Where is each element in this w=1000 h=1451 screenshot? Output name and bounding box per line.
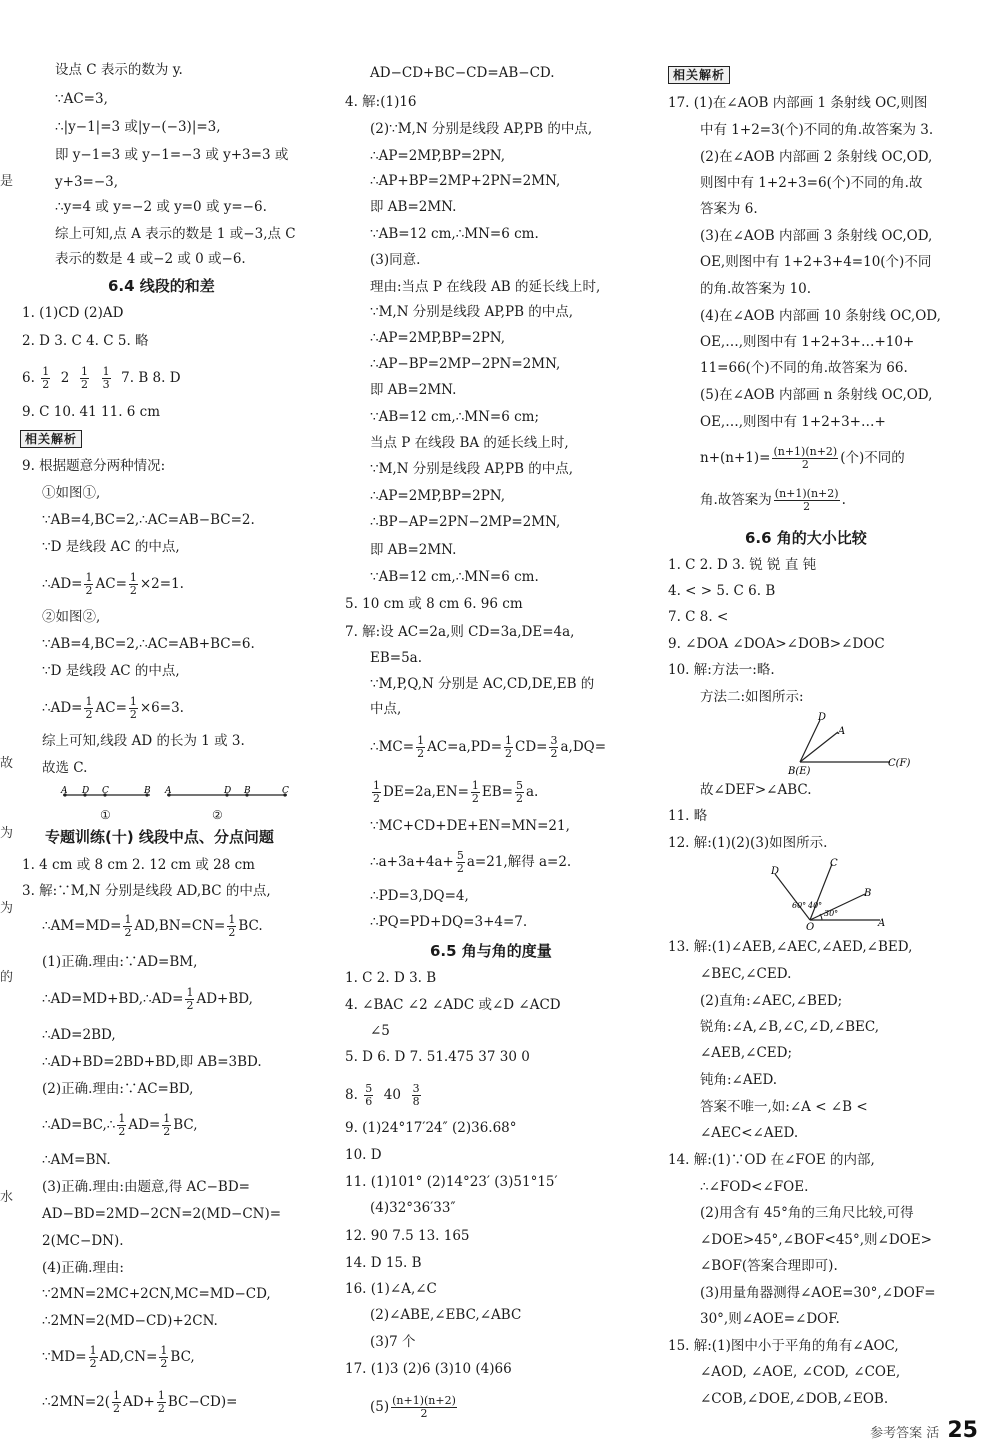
answer-line: 5. D 6. D 7. 51.475 37 30 0 [345, 1049, 530, 1065]
text-line: 故∠DEF>∠ABC. [700, 782, 812, 798]
figure-label: ① [100, 808, 111, 822]
answer-line: ∠5 [370, 1023, 390, 1039]
text-line: 即 AB=2MN. [370, 199, 457, 215]
text-line: 则图中有 1+2+3=6(个)不同的角.故 [700, 175, 923, 191]
text-line: 15. 解:(1)图中小于平角的角有∠AOC, [668, 1338, 899, 1354]
svg-text:30°: 30° [824, 909, 839, 918]
text-line: OE,…,则图中有 1+2+3+…+10+ [700, 334, 915, 350]
text-line: ∴AP+BP=2MP+2PN=2MN, [370, 173, 561, 189]
answer-line: 9. (1)24°17′24″ (2)36.68° [345, 1120, 517, 1136]
text-line: ∴AP=2MP,BP=2PN, [370, 148, 506, 164]
text-line: ∵MC+CD+DE+EN=MN=21, [370, 818, 570, 834]
answer-line: (5) $\frac{(n+1)(n+2)}{2}$ [370, 1394, 456, 1420]
answer-line: 11. (1)101° (2)14°23′ (3)51°15′ [345, 1174, 558, 1190]
svg-text:C: C [830, 858, 838, 869]
text-line: (3)同意. [370, 252, 421, 268]
svg-text:A: A [838, 726, 846, 737]
text-line: ∵AB=12 cm,∴MN=6 cm. [370, 226, 539, 242]
text-line: 当点 P 在线段 BA 的延长线上时, [370, 435, 569, 451]
text-line: 理由:当点 P 在线段 AB 的延长线上时, [370, 279, 601, 295]
figure-label: ② [212, 808, 223, 822]
svg-text:D: D [771, 866, 780, 877]
text-line: EB=5a. [370, 650, 423, 666]
text-line: ∴PQ=PD+DQ=3+4=7. [370, 914, 528, 930]
answer-line: (2)∠ABE,∠EBC,∠ABC [370, 1307, 522, 1323]
footer-prefix: 活 [926, 1426, 940, 1441]
text-line: 13. 解:(1)∠AEB,∠AEC,∠AED,∠BED, [668, 939, 913, 955]
angle-construction-figure [760, 858, 890, 930]
edge-char: 水 [0, 1190, 14, 1205]
text-line: 3. 解:∵M,N 分别是线段 AD,BC 的中点, [22, 883, 271, 899]
text-line: 14. 解:(1)∵OD 在∠FOE 的内部, [668, 1152, 875, 1168]
text-line: ∴AM=BN. [42, 1152, 111, 1168]
text-line: 方法二:如图所示: [700, 689, 804, 705]
text-line: (4)正确.理由: [42, 1260, 124, 1276]
edge-char: 的 [0, 970, 14, 985]
answer-line: 7. C 8. < [668, 609, 729, 625]
text-line: ∵MD= $\frac{1}{2}$ AD,CN= $\frac{1}{2}$ BC, [42, 1344, 195, 1370]
text-line: ∴AD=MD+BD,∴AD= $\frac{1}{2}$ AD+BD, [42, 986, 253, 1012]
text-line: ①如图①, [42, 485, 101, 501]
section-title: 6.4 线段的和差 [108, 277, 215, 295]
answer-line: (4)32°36′33″ [370, 1200, 456, 1216]
text-line: 中有 1+2=3(个)不同的角.故答案为 3. [700, 122, 934, 138]
text-line: ∵AB=4,BC=2,∴AC=AB+BC=6. [42, 636, 255, 652]
answer-line: 2. D 3. C 4. C 5. 略 [22, 333, 149, 349]
section-title: 6.6 角的大小比较 [745, 529, 867, 547]
text-line: 即 AB=2MN. [370, 382, 457, 398]
text-line: 即 AB=2MN. [370, 542, 457, 558]
text-line: AD−CD+BC−CD=AB−CD. [370, 65, 555, 81]
text-line: ∠DOE>45°,∠BOF<45°,则∠DOE> [700, 1232, 932, 1248]
text-line: OE,则图中有 1+2+3+4=10(个)不同 [700, 254, 932, 270]
svg-text:O: O [806, 922, 815, 930]
answer-line: 1. C 2. D 3. B [345, 970, 437, 986]
text-line: ∵M,N 分别是线段 AP,PB 的中点, [370, 461, 574, 477]
text-line: ∠AOD, ∠AOE, ∠COD, ∠COE, [700, 1364, 901, 1380]
text-line: (3)正确.理由:由题意,得 AC−BD= [42, 1179, 250, 1195]
edge-char: 是 [0, 174, 14, 189]
text-line: ∵2MN=2MC+2CN,MC=MD−CD, [42, 1286, 271, 1302]
answer-line: 12. 90 7.5 13. 165 [345, 1228, 470, 1244]
text-line: 9. 根据题意分两种情况: [22, 458, 166, 474]
answer-line: 4. ∠BAC ∠2 ∠ADC 或∠D ∠ACD [345, 997, 561, 1013]
svg-text:C: C [282, 786, 289, 796]
text-line: ②如图②, [42, 609, 101, 625]
edge-char: 故 [0, 756, 14, 771]
answer-line: (3)7 个 [370, 1334, 416, 1350]
text-line: (3)在∠AOB 内部画 3 条射线 OC,OD, [700, 228, 933, 244]
segment-figures [55, 785, 305, 821]
answer-line: 5. 10 cm 或 8 cm 6. 96 cm [345, 596, 523, 612]
svg-text:60°: 60° [792, 901, 807, 910]
text-line: 17. (1)在∠AOB 内部画 1 条射线 OC,则图 [668, 95, 928, 111]
page-footer [870, 1418, 978, 1443]
edge-char: 为 [0, 826, 14, 841]
text-line: (2)在∠AOB 内部画 2 条射线 OC,OD, [700, 149, 933, 165]
text-line: ∵AB=12 cm,∴MN=6 cm. [370, 569, 539, 585]
text-line: ∠AEB,∠CED; [700, 1045, 792, 1061]
text-line: (5)在∠AOB 内部画 n 条射线 OC,OD, [700, 387, 933, 403]
answer-line: 11. 略 [668, 808, 708, 824]
text-line: ∴AD=BC,∴ $\frac{1}{2}$ AD= $\frac{1}{2}$ BC, [42, 1112, 198, 1138]
text-line: ∴a+3a+4a+ $\frac{5}{2}$ a=21,解得 a=2. [370, 849, 572, 875]
page-number: 25 [947, 1418, 978, 1443]
text-line: ∴2MN=2(MD−CD)+2CN. [42, 1313, 218, 1329]
text-line: ∵AC=3, [55, 91, 108, 107]
svg-text:B: B [144, 786, 151, 796]
text-line: ∴AD=2BD, [42, 1027, 116, 1043]
text-line: ∴AD= $\frac{1}{2}$ AC= $\frac{1}{2}$ ×2=1. [42, 571, 184, 597]
text-line: ∴PD=3,DQ=4, [370, 888, 469, 904]
text-line: 答案不唯一,如:∠A < ∠B < [700, 1099, 868, 1115]
text-line: ∴AD+BD=2BD+BD,即 AB=3BD. [42, 1054, 262, 1070]
svg-text:B: B [244, 786, 251, 796]
text-line: (3)用量角器测得∠AOE=30°,∠DOF= [700, 1285, 936, 1301]
text-line: ∵AB=4,BC=2,∴AC=AB−BC=2. [42, 512, 255, 528]
text-line: ∠BEC,∠CED. [700, 966, 792, 982]
column-right [660, 0, 1000, 1451]
text-line: ∴∠FOD<∠FOE. [700, 1179, 809, 1195]
answer-line: 9. ∠DOA ∠DOA>∠DOB>∠DOC [668, 636, 885, 652]
text-line: 答案为 6. [700, 201, 758, 217]
text-line: y+3=−3, [55, 174, 119, 190]
text-line: ∴AP=2MP,BP=2PN, [370, 488, 506, 504]
answer-line: 4. < > 5. C 6. B [668, 583, 776, 599]
answer-line: 1. C 2. D 3. 锐 锐 直 钝 [668, 557, 817, 573]
text-line: $\frac{1}{2}$ DE=2a,EN= $\frac{1}{2}$ EB= $\frac{5}{2}$ a. [373, 779, 539, 805]
text-line: ∵D 是线段 AC 的中点, [42, 539, 180, 555]
answer-line: 1. 4 cm 或 8 cm 2. 12 cm 或 28 cm [22, 857, 255, 873]
text-line: (2)正确.理由:∵AC=BD, [42, 1081, 194, 1097]
related-analysis-tag: 相关解析 [668, 66, 730, 84]
svg-text:40°: 40° [808, 901, 823, 910]
text-line: (1)正确.理由:∵AD=BM, [42, 954, 198, 970]
column-middle [340, 0, 660, 1451]
text-line: ∵M,P,Q,N 分别是 AC,CD,DE,EB 的 [370, 676, 595, 692]
text-line: n+(n+1)= $\frac{(n+1)(n+2)}{2}$ (个)不同的 [700, 445, 905, 471]
text-line: 综上可知,线段 AD 的长为 1 或 3. [42, 733, 245, 749]
text-line: ∴AD= $\frac{1}{2}$ AC= $\frac{1}{2}$ ×6=3. [42, 695, 184, 721]
text-line: (4)在∠AOB 内部画 10 条射线 OC,OD, [700, 308, 941, 324]
text-line: (2)用含有 45°角的三角尺比较,可得 [700, 1205, 914, 1221]
text-line: 角.故答案为 $\frac{(n+1)(n+2)}{2}$ . [700, 487, 846, 513]
text-line: ∠AEC<∠AED. [700, 1125, 799, 1141]
text-line: (2)直角:∠AEC,∠BED; [700, 993, 843, 1009]
answer-line: 17. (1)3 (2)6 (3)10 (4)66 [345, 1361, 512, 1377]
text-line: ∴y=4 或 y=−2 或 y=0 或 y=−6. [55, 199, 267, 215]
svg-text:A: A [878, 918, 886, 929]
text-line: 钝角:∠AED. [700, 1072, 778, 1088]
svg-text:A: A [61, 786, 68, 796]
text-line: 的角.故答案为 10. [700, 281, 812, 297]
text-line: ∴AM=MD= $\frac{1}{2}$ AD,BN=CN= $\frac{1}{2}$ BC. [42, 913, 263, 939]
text-line: 10. 解:方法一:略. [668, 662, 775, 678]
answer-line: 16. (1)∠A,∠C [345, 1281, 437, 1297]
answer-line: 9. C 10. 41 11. 6 cm [22, 404, 161, 420]
svg-text:D: D [224, 786, 232, 796]
footer-label: 参考答案 [870, 1426, 923, 1441]
text-line: ∵D 是线段 AC 的中点, [42, 663, 180, 679]
svg-text:C: C [102, 786, 109, 796]
text-line: OE,…,则图中有 1+2+3+…+ [700, 414, 886, 430]
text-line: ∵M,N 分别是线段 AP,PB 的中点, [370, 304, 574, 320]
text-line: 4. 解:(1)16 [345, 94, 417, 110]
text-line: ∴AP=2MP,BP=2PN, [370, 330, 506, 346]
answer-line: 10. D [345, 1147, 382, 1163]
text-line: (2)∵M,N 分别是线段 AP,PB 的中点, [370, 121, 593, 137]
text-line: 综上可知,点 A 表示的数是 1 或−3,点 C [55, 226, 296, 242]
text-line: 11=66(个)不同的角.故答案为 66. [700, 360, 908, 376]
svg-text:C(F): C(F) [888, 758, 911, 769]
answer-line: 8. $\frac{5}{6}$ 40 $\frac{3}{8}$ [345, 1082, 420, 1108]
svg-text:D: D [82, 786, 90, 796]
text-line: 即 y−1=3 或 y−1=−3 或 y+3=3 或 [55, 147, 289, 163]
text-line: 2(MC−DN). [42, 1233, 124, 1249]
edge-char: 为 [0, 901, 14, 916]
text-line: 7. 解:设 AC=2a,则 CD=3a,DE=4a, [345, 624, 575, 640]
text-line: ∴AP−BP=2MP−2PN=2MN, [370, 356, 561, 372]
answer-line: 6. $\frac{1}{2}$ 2 $\frac{1}{2}$ $\frac{1}{3}$ 7. B 8. D [22, 365, 181, 391]
text-line: 锐角:∠A,∠B,∠C,∠D,∠BEC, [700, 1019, 880, 1035]
text-line: ∴MC= $\frac{1}{2}$ AC=a,PD= $\frac{1}{2}$ CD= $\frac{3}{2}$ a,DQ= [370, 734, 607, 760]
svg-text:A: A [165, 786, 172, 796]
section-title: 专题训练(十) 线段中点、分点问题 [45, 828, 274, 846]
svg-text:B(E): B(E) [788, 766, 811, 776]
text-line: 设点 C 表示的数为 y. [55, 62, 183, 78]
text-line: ∴2MN=2( $\frac{1}{2}$ AD+ $\frac{1}{2}$ BC−CD)= [42, 1389, 238, 1415]
text-line: ∴|y−1|=3 或|y−(−3)|=3, [55, 119, 221, 135]
angle-comparison-figure [780, 710, 940, 776]
text-line: 30°,则∠AOE=∠DOF. [700, 1311, 840, 1327]
text-line: AD−BD=2MD−2CN=2(MD−CN)= [42, 1206, 282, 1222]
text-line: 12. 解:(1)(2)(3)如图所示. [668, 835, 828, 851]
text-line: 中点, [370, 701, 402, 717]
svg-text:D: D [818, 712, 827, 723]
column-left [0, 0, 340, 1451]
text-line: ∴BP−AP=2PN−2MP=2MN, [370, 514, 561, 530]
text-line: ∠BOF(答案合理即可). [700, 1258, 838, 1274]
text-line: 故选 C. [42, 760, 88, 776]
related-analysis-tag: 相关解析 [20, 430, 82, 448]
svg-text:B: B [864, 888, 872, 899]
answer-line: 1. (1)CD (2)AD [22, 305, 124, 321]
answer-line: 14. D 15. B [345, 1255, 422, 1271]
text-line: 表示的数是 4 或−2 或 0 或−6. [55, 251, 246, 267]
text-line: ∠COB,∠DOE,∠DOB,∠EOB. [700, 1391, 889, 1407]
text-line: ∵AB=12 cm,∴MN=6 cm; [370, 409, 540, 425]
section-title: 6.5 角与角的度量 [430, 942, 552, 960]
